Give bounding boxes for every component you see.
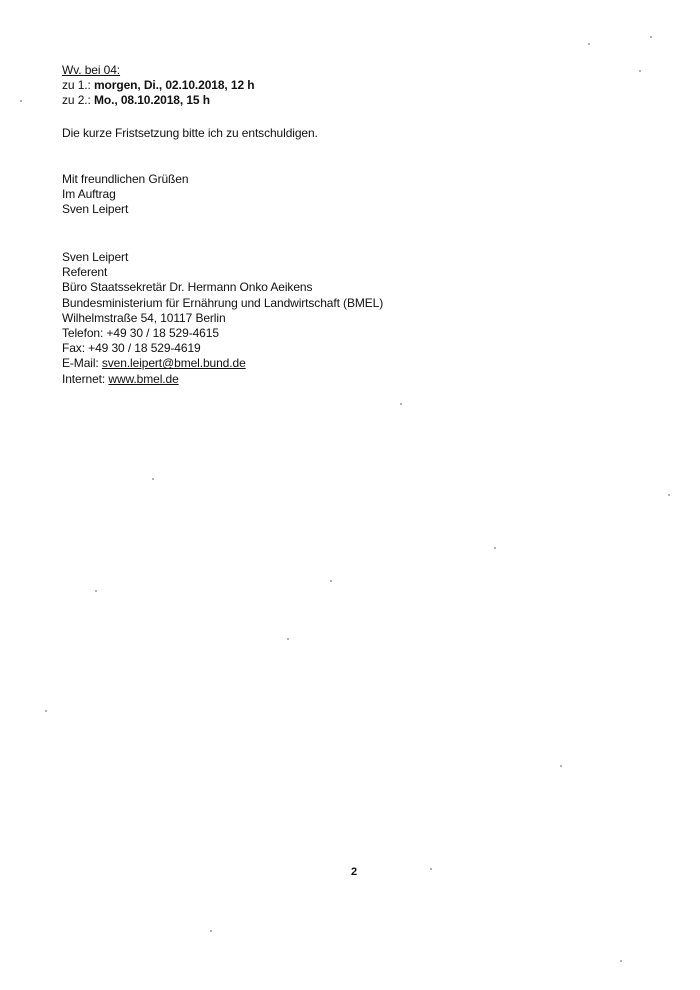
deadline-date: morgen, Di., 02.10.2018, 12 h	[93, 78, 255, 93]
closing-text: Mit freundlichen Grüßen	[62, 172, 189, 186]
wiedervorlage-heading: Wv. bei 04:	[62, 63, 121, 77]
deadline-line-1	[62, 78, 255, 93]
scan-speck	[494, 547, 496, 549]
signature-name: Sven Leipert	[62, 250, 129, 264]
scan-speck	[639, 70, 641, 72]
scan-speck	[152, 478, 154, 480]
scan-speck	[620, 960, 622, 962]
scan-speck	[650, 36, 652, 38]
on-behalf-text: Im Auftrag	[62, 187, 116, 202]
signature-phone: Telefon: +49 30 / 18 529-4615	[62, 326, 219, 341]
sender-name: Sven Leipert	[62, 202, 129, 217]
scan-speck	[668, 494, 670, 496]
scan-speck	[560, 765, 562, 767]
web-label: Internet:	[62, 371, 109, 386]
scan-speck	[287, 638, 289, 640]
deadline-prefix: zu 1.:	[62, 78, 94, 93]
email-signature	[62, 250, 383, 387]
deadline-line-2	[62, 93, 255, 108]
page-number: 2	[351, 866, 358, 878]
apology-note	[62, 126, 318, 141]
deadline-prefix: zu 2.:	[62, 93, 94, 108]
email-link[interactable]: sven.leipert@bmel.bund.de	[101, 356, 246, 371]
scan-speck	[210, 930, 212, 932]
wiedervorlage-block	[62, 63, 255, 109]
website-link[interactable]: www.bmel.de	[108, 371, 179, 386]
email-label: E-Mail:	[62, 356, 102, 371]
signature-office: Büro Staatssekretär Dr. Hermann Onko Aeikens	[62, 280, 313, 295]
signature-address: Wilhelmstraße 54, 10117 Berlin	[62, 310, 226, 325]
greeting-block	[62, 172, 188, 218]
signature-fax: Fax: +49 30 / 18 529-4619	[62, 341, 201, 356]
scan-speck	[588, 43, 590, 45]
signature-web-line	[62, 372, 383, 387]
signature-role: Referent	[62, 265, 108, 280]
scan-speck	[430, 868, 432, 870]
scan-speck	[95, 590, 97, 592]
scan-speck	[400, 403, 402, 405]
apology-text: Die kurze Fristsetzung bitte ich zu entschuldigen.	[62, 126, 318, 140]
deadline-date: Mo., 08.10.2018, 15 h	[93, 93, 210, 108]
signature-email-line	[62, 356, 383, 371]
scan-speck	[45, 710, 47, 712]
scan-speck	[20, 100, 22, 102]
scan-speck	[330, 580, 332, 582]
signature-ministry: Bundesministerium für Ernährung und Landwirtschaft (BMEL)	[62, 295, 384, 310]
